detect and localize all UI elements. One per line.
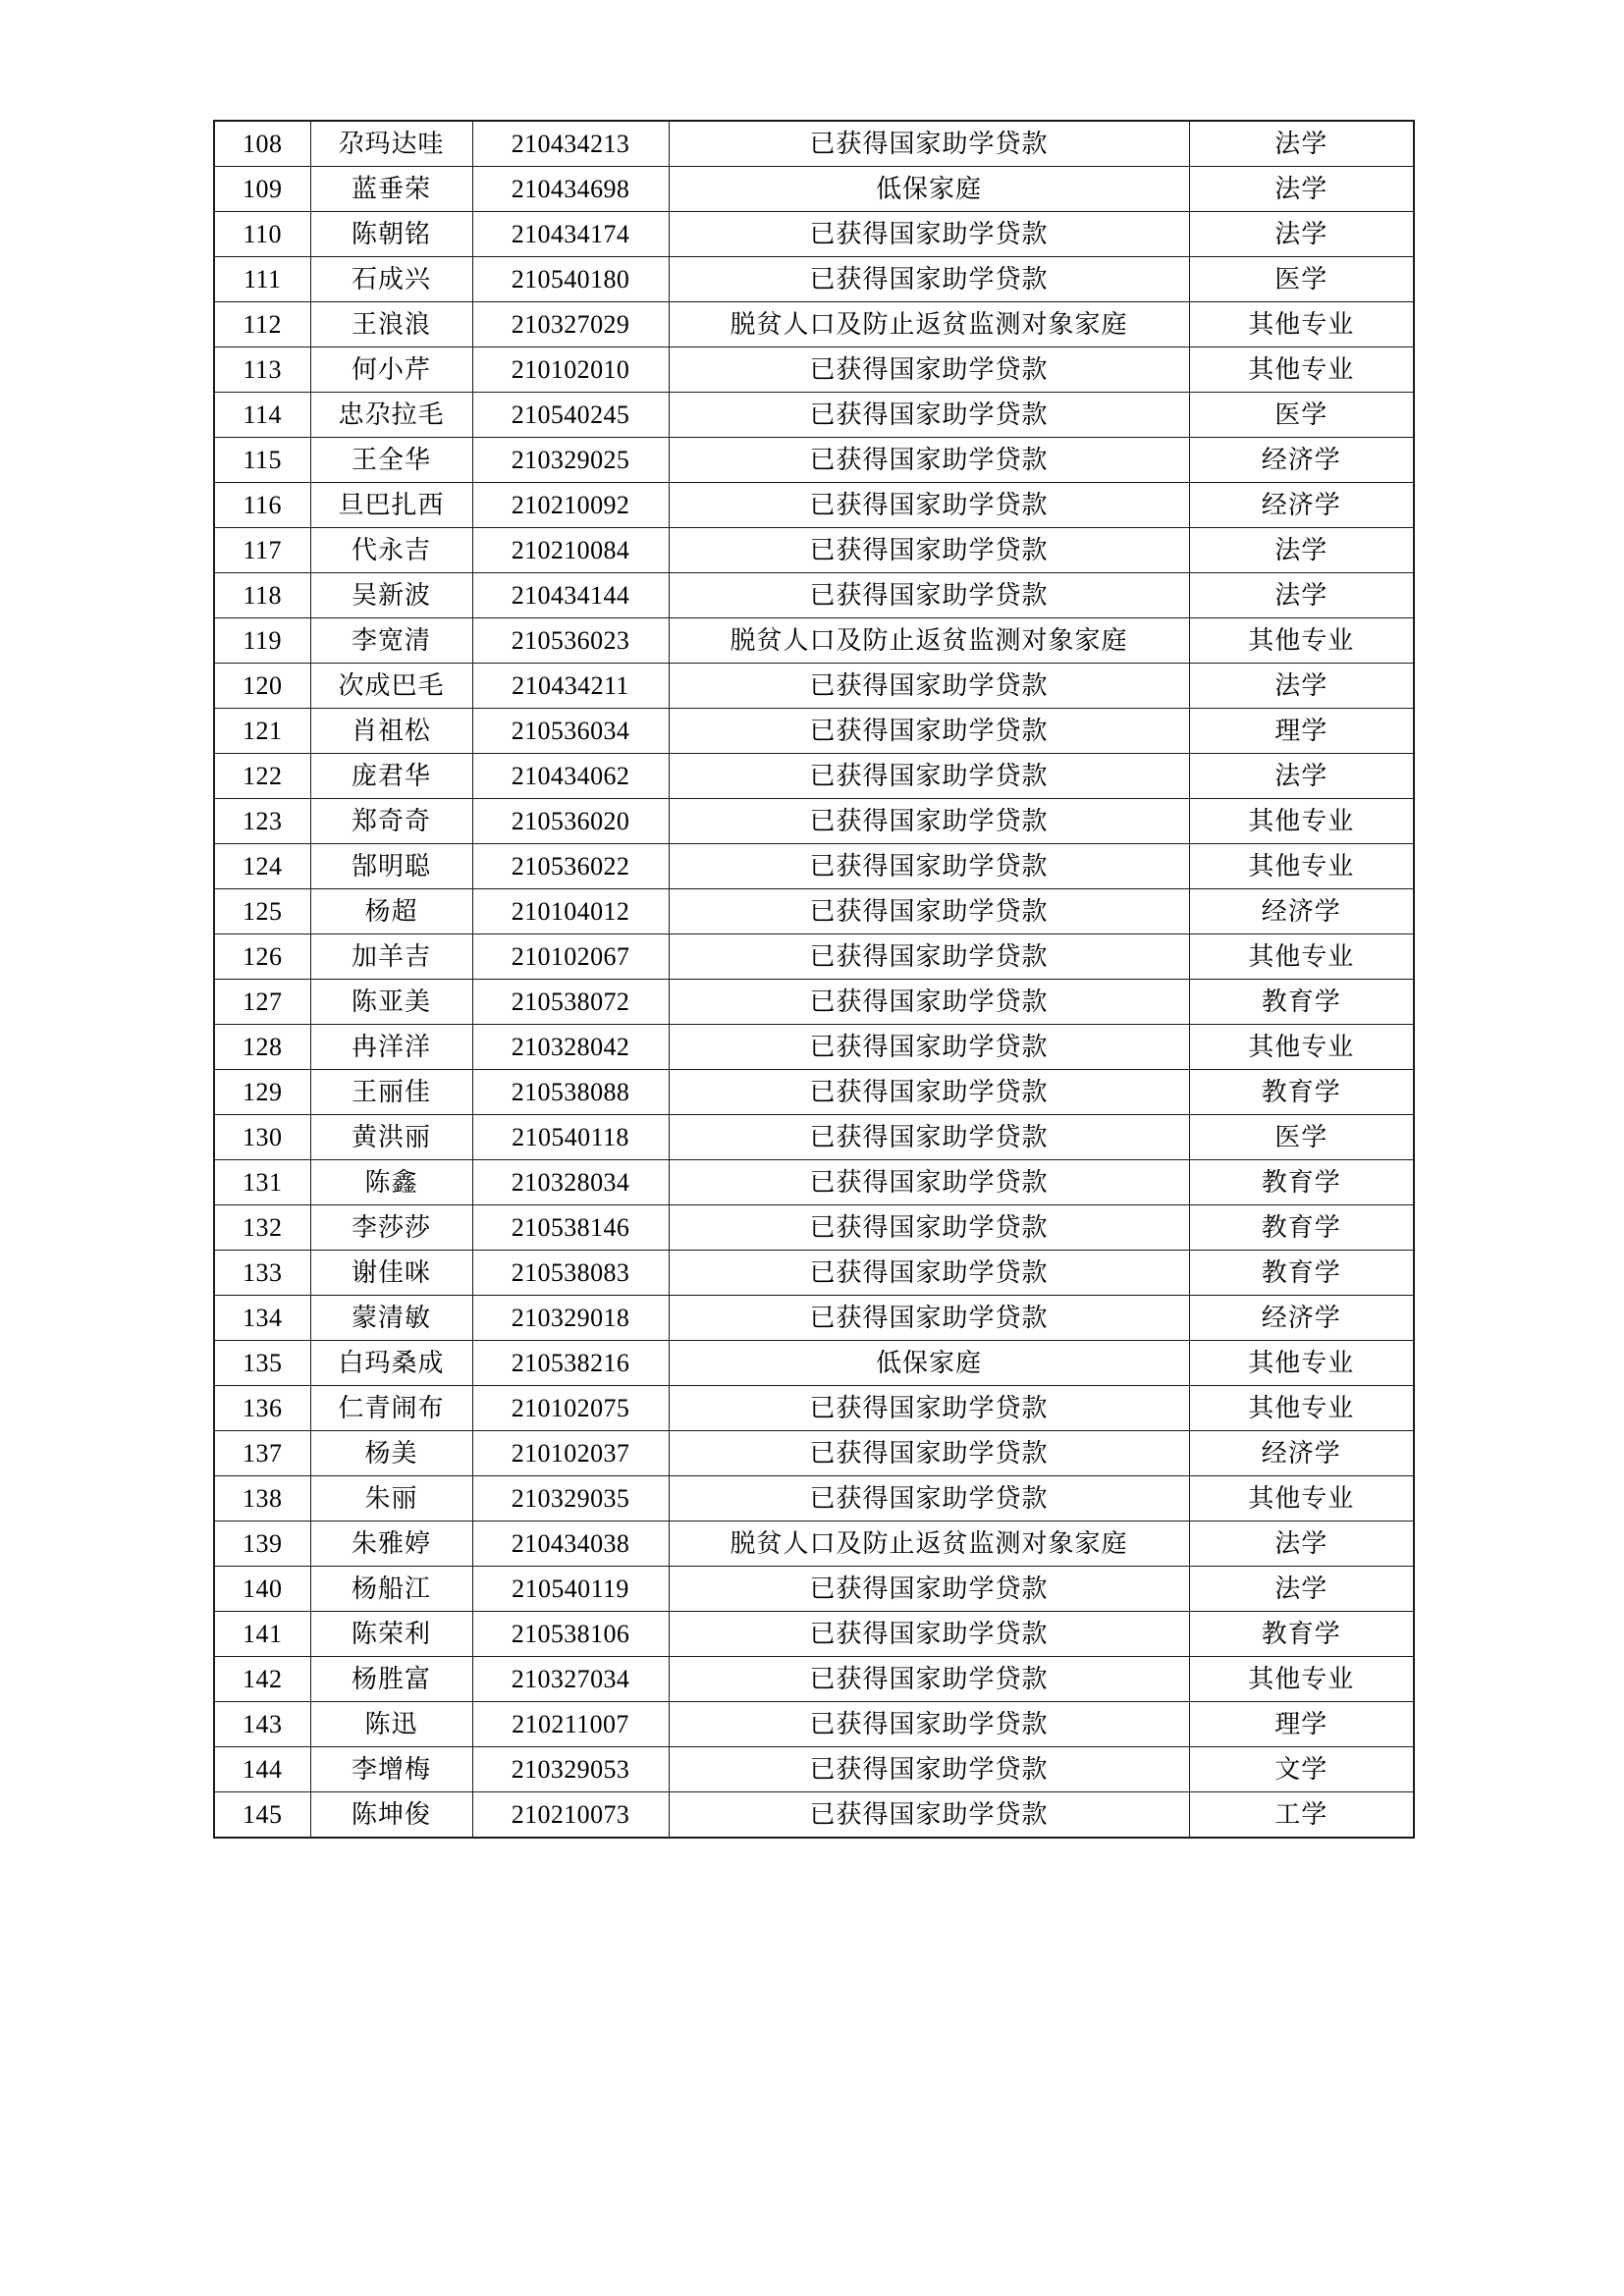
cell-hardship-category: 已获得国家助学贷款 [669, 393, 1189, 438]
cell-student-id: 210538106 [472, 1612, 669, 1657]
cell-student-id: 210434211 [472, 664, 669, 709]
cell-major-category: 法学 [1189, 664, 1414, 709]
table-row [214, 302, 1414, 347]
cell-student-id: 210329053 [472, 1747, 669, 1792]
cell-major-category: 法学 [1189, 1522, 1414, 1567]
cell-name: 石成兴 [310, 257, 472, 302]
cell-sequence: 109 [214, 167, 310, 212]
cell-student-id: 210434062 [472, 754, 669, 799]
cell-hardship-category: 已获得国家助学贷款 [669, 1386, 1189, 1431]
cell-student-id: 210434174 [472, 212, 669, 257]
cell-name: 朱雅婷 [310, 1522, 472, 1567]
cell-major-category: 法学 [1189, 167, 1414, 212]
cell-name: 代永吉 [310, 528, 472, 573]
cell-name: 吴新波 [310, 573, 472, 618]
cell-student-id: 210540245 [472, 393, 669, 438]
cell-student-id: 210327029 [472, 302, 669, 347]
cell-hardship-category: 已获得国家助学贷款 [669, 934, 1189, 980]
cell-student-id: 210434038 [472, 1522, 669, 1567]
cell-sequence: 122 [214, 754, 310, 799]
cell-hardship-category: 已获得国家助学贷款 [669, 1251, 1189, 1296]
cell-name: 庞君华 [310, 754, 472, 799]
cell-name: 尕玛达哇 [310, 121, 472, 167]
cell-sequence: 137 [214, 1431, 310, 1476]
cell-hardship-category: 已获得国家助学贷款 [669, 121, 1189, 167]
cell-student-id: 210328034 [472, 1160, 669, 1205]
cell-student-id: 210210084 [472, 528, 669, 573]
cell-sequence: 114 [214, 393, 310, 438]
cell-student-id: 210540118 [472, 1115, 669, 1160]
table-row [214, 483, 1414, 528]
cell-sequence: 144 [214, 1747, 310, 1792]
cell-name: 陈荣利 [310, 1612, 472, 1657]
cell-name: 陈亚美 [310, 980, 472, 1025]
table-row [214, 438, 1414, 483]
cell-hardship-category: 已获得国家助学贷款 [669, 664, 1189, 709]
cell-student-id: 210434213 [472, 121, 669, 167]
table-row [214, 1476, 1414, 1522]
table-row [214, 1657, 1414, 1702]
cell-student-id: 210538083 [472, 1251, 669, 1296]
cell-sequence: 116 [214, 483, 310, 528]
cell-major-category: 工学 [1189, 1792, 1414, 1839]
table-row [214, 664, 1414, 709]
cell-sequence: 115 [214, 438, 310, 483]
cell-hardship-category: 已获得国家助学贷款 [669, 980, 1189, 1025]
cell-student-id: 210434144 [472, 573, 669, 618]
cell-hardship-category: 已获得国家助学贷款 [669, 347, 1189, 393]
cell-hardship-category: 已获得国家助学贷款 [669, 844, 1189, 889]
cell-major-category: 其他专业 [1189, 1025, 1414, 1070]
cell-sequence: 120 [214, 664, 310, 709]
cell-major-category: 其他专业 [1189, 1657, 1414, 1702]
cell-name: 蓝垂荣 [310, 167, 472, 212]
cell-sequence: 124 [214, 844, 310, 889]
cell-hardship-category: 已获得国家助学贷款 [669, 1567, 1189, 1612]
cell-hardship-category: 已获得国家助学贷款 [669, 438, 1189, 483]
cell-sequence: 121 [214, 709, 310, 754]
cell-major-category: 经济学 [1189, 438, 1414, 483]
table-row [214, 1612, 1414, 1657]
cell-hardship-category: 已获得国家助学贷款 [669, 483, 1189, 528]
cell-major-category: 其他专业 [1189, 799, 1414, 844]
cell-name: 谢佳咪 [310, 1251, 472, 1296]
cell-name: 冉洋洋 [310, 1025, 472, 1070]
cell-major-category: 其他专业 [1189, 1386, 1414, 1431]
cell-name: 李莎莎 [310, 1205, 472, 1251]
cell-sequence: 135 [214, 1341, 310, 1386]
cell-hardship-category: 已获得国家助学贷款 [669, 1025, 1189, 1070]
cell-major-category: 其他专业 [1189, 1341, 1414, 1386]
cell-name: 王浪浪 [310, 302, 472, 347]
cell-name: 忠尕拉毛 [310, 393, 472, 438]
cell-sequence: 113 [214, 347, 310, 393]
cell-sequence: 131 [214, 1160, 310, 1205]
cell-hardship-category: 已获得国家助学贷款 [669, 1702, 1189, 1747]
cell-student-id: 210329018 [472, 1296, 669, 1341]
cell-name: 黄洪丽 [310, 1115, 472, 1160]
cell-hardship-category: 已获得国家助学贷款 [669, 1612, 1189, 1657]
cell-student-id: 210538088 [472, 1070, 669, 1115]
cell-student-id: 210540180 [472, 257, 669, 302]
cell-sequence: 126 [214, 934, 310, 980]
cell-sequence: 110 [214, 212, 310, 257]
cell-hardship-category: 已获得国家助学贷款 [669, 1205, 1189, 1251]
table-row [214, 754, 1414, 799]
cell-name: 旦巴扎西 [310, 483, 472, 528]
table-row [214, 1205, 1414, 1251]
table-row [214, 1251, 1414, 1296]
table-row [214, 1522, 1414, 1567]
cell-name: 陈朝铭 [310, 212, 472, 257]
cell-major-category: 其他专业 [1189, 347, 1414, 393]
roster-table-body [214, 121, 1414, 1838]
cell-major-category: 其他专业 [1189, 1476, 1414, 1522]
cell-major-category: 其他专业 [1189, 844, 1414, 889]
cell-name: 王全华 [310, 438, 472, 483]
cell-student-id: 210329025 [472, 438, 669, 483]
cell-sequence: 119 [214, 618, 310, 664]
cell-name: 陈鑫 [310, 1160, 472, 1205]
cell-hardship-category: 已获得国家助学贷款 [669, 799, 1189, 844]
cell-name: 李增梅 [310, 1747, 472, 1792]
cell-hardship-category: 已获得国家助学贷款 [669, 573, 1189, 618]
cell-name: 白玛桑成 [310, 1341, 472, 1386]
cell-sequence: 145 [214, 1792, 310, 1839]
cell-name: 郑奇奇 [310, 799, 472, 844]
table-row [214, 257, 1414, 302]
table-row [214, 1115, 1414, 1160]
cell-hardship-category: 已获得国家助学贷款 [669, 257, 1189, 302]
cell-name: 陈坤俊 [310, 1792, 472, 1839]
cell-major-category: 经济学 [1189, 889, 1414, 934]
cell-major-category: 法学 [1189, 212, 1414, 257]
cell-major-category: 教育学 [1189, 1070, 1414, 1115]
cell-hardship-category: 脱贫人口及防止返贫监测对象家庭 [669, 302, 1189, 347]
cell-name: 杨胜富 [310, 1657, 472, 1702]
table-row [214, 393, 1414, 438]
cell-major-category: 文学 [1189, 1747, 1414, 1792]
cell-sequence: 118 [214, 573, 310, 618]
cell-name: 杨船江 [310, 1567, 472, 1612]
cell-sequence: 133 [214, 1251, 310, 1296]
cell-major-category: 其他专业 [1189, 302, 1414, 347]
table-row [214, 709, 1414, 754]
table-row [214, 121, 1414, 167]
cell-name: 加羊吉 [310, 934, 472, 980]
cell-name: 仁青闹布 [310, 1386, 472, 1431]
cell-hardship-category: 已获得国家助学贷款 [669, 212, 1189, 257]
cell-sequence: 112 [214, 302, 310, 347]
cell-name: 杨超 [310, 889, 472, 934]
cell-hardship-category: 已获得国家助学贷款 [669, 709, 1189, 754]
table-row [214, 618, 1414, 664]
cell-hardship-category: 已获得国家助学贷款 [669, 1657, 1189, 1702]
cell-hardship-category: 已获得国家助学贷款 [669, 1431, 1189, 1476]
cell-sequence: 130 [214, 1115, 310, 1160]
cell-major-category: 法学 [1189, 528, 1414, 573]
table-row [214, 1702, 1414, 1747]
cell-sequence: 132 [214, 1205, 310, 1251]
table-row [214, 889, 1414, 934]
table-row [214, 1341, 1414, 1386]
cell-student-id: 210104012 [472, 889, 669, 934]
cell-student-id: 210328042 [472, 1025, 669, 1070]
cell-sequence: 111 [214, 257, 310, 302]
cell-major-category: 经济学 [1189, 1431, 1414, 1476]
cell-major-category: 教育学 [1189, 1612, 1414, 1657]
table-row [214, 347, 1414, 393]
table-row [214, 1296, 1414, 1341]
cell-major-category: 医学 [1189, 257, 1414, 302]
cell-student-id: 210536034 [472, 709, 669, 754]
cell-major-category: 法学 [1189, 1567, 1414, 1612]
cell-sequence: 128 [214, 1025, 310, 1070]
cell-hardship-category: 已获得国家助学贷款 [669, 754, 1189, 799]
cell-major-category: 医学 [1189, 1115, 1414, 1160]
cell-student-id: 210538146 [472, 1205, 669, 1251]
cell-sequence: 138 [214, 1476, 310, 1522]
table-row [214, 167, 1414, 212]
cell-student-id: 210538216 [472, 1341, 669, 1386]
cell-hardship-category: 脱贫人口及防止返贫监测对象家庭 [669, 1522, 1189, 1567]
cell-major-category: 教育学 [1189, 980, 1414, 1025]
cell-name: 朱丽 [310, 1476, 472, 1522]
cell-student-id: 210434698 [472, 167, 669, 212]
cell-sequence: 134 [214, 1296, 310, 1341]
cell-student-id: 210329035 [472, 1476, 669, 1522]
cell-sequence: 136 [214, 1386, 310, 1431]
table-row [214, 1431, 1414, 1476]
cell-major-category: 医学 [1189, 393, 1414, 438]
cell-major-category: 经济学 [1189, 483, 1414, 528]
cell-name: 郜明聪 [310, 844, 472, 889]
cell-student-id: 210210092 [472, 483, 669, 528]
cell-sequence: 117 [214, 528, 310, 573]
cell-hardship-category: 已获得国家助学贷款 [669, 528, 1189, 573]
cell-name: 陈迅 [310, 1702, 472, 1747]
cell-hardship-category: 脱贫人口及防止返贫监测对象家庭 [669, 618, 1189, 664]
cell-name: 蒙清敏 [310, 1296, 472, 1341]
cell-major-category: 其他专业 [1189, 934, 1414, 980]
cell-sequence: 142 [214, 1657, 310, 1702]
cell-student-id: 210536020 [472, 799, 669, 844]
cell-hardship-category: 已获得国家助学贷款 [669, 1296, 1189, 1341]
cell-sequence: 125 [214, 889, 310, 934]
table-row [214, 980, 1414, 1025]
cell-sequence: 129 [214, 1070, 310, 1115]
cell-sequence: 127 [214, 980, 310, 1025]
cell-major-category: 教育学 [1189, 1251, 1414, 1296]
cell-sequence: 141 [214, 1612, 310, 1657]
cell-student-id: 210536023 [472, 618, 669, 664]
table-row [214, 799, 1414, 844]
table-row [214, 528, 1414, 573]
cell-name: 杨美 [310, 1431, 472, 1476]
table-row [214, 1025, 1414, 1070]
cell-student-id: 210102037 [472, 1431, 669, 1476]
cell-hardship-category: 低保家庭 [669, 167, 1189, 212]
cell-hardship-category: 已获得国家助学贷款 [669, 1476, 1189, 1522]
cell-major-category: 法学 [1189, 754, 1414, 799]
cell-major-category: 理学 [1189, 1702, 1414, 1747]
roster-table-container [213, 120, 1413, 1839]
cell-student-id: 210538072 [472, 980, 669, 1025]
cell-name: 肖祖松 [310, 709, 472, 754]
cell-sequence: 143 [214, 1702, 310, 1747]
cell-name: 何小芹 [310, 347, 472, 393]
cell-sequence: 140 [214, 1567, 310, 1612]
cell-major-category: 教育学 [1189, 1160, 1414, 1205]
table-row [214, 934, 1414, 980]
cell-major-category: 经济学 [1189, 1296, 1414, 1341]
cell-major-category: 法学 [1189, 573, 1414, 618]
cell-student-id: 210540119 [472, 1567, 669, 1612]
cell-major-category: 法学 [1189, 121, 1414, 167]
cell-major-category: 理学 [1189, 709, 1414, 754]
cell-name: 王丽佳 [310, 1070, 472, 1115]
cell-sequence: 108 [214, 121, 310, 167]
roster-table [213, 120, 1415, 1839]
table-row [214, 1792, 1414, 1839]
cell-sequence: 123 [214, 799, 310, 844]
cell-hardship-category: 已获得国家助学贷款 [669, 889, 1189, 934]
cell-student-id: 210102010 [472, 347, 669, 393]
cell-hardship-category: 已获得国家助学贷款 [669, 1747, 1189, 1792]
cell-hardship-category: 已获得国家助学贷款 [669, 1070, 1189, 1115]
cell-student-id: 210210073 [472, 1792, 669, 1839]
cell-hardship-category: 已获得国家助学贷款 [669, 1115, 1189, 1160]
table-row [214, 1160, 1414, 1205]
cell-student-id: 210211007 [472, 1702, 669, 1747]
cell-hardship-category: 已获得国家助学贷款 [669, 1792, 1189, 1839]
cell-student-id: 210102067 [472, 934, 669, 980]
table-row [214, 1567, 1414, 1612]
table-row [214, 844, 1414, 889]
table-row [214, 1747, 1414, 1792]
cell-sequence: 139 [214, 1522, 310, 1567]
cell-student-id: 210536022 [472, 844, 669, 889]
cell-student-id: 210327034 [472, 1657, 669, 1702]
table-row [214, 1386, 1414, 1431]
table-row [214, 1070, 1414, 1115]
cell-major-category: 教育学 [1189, 1205, 1414, 1251]
cell-name: 李宽清 [310, 618, 472, 664]
table-row [214, 573, 1414, 618]
cell-major-category: 其他专业 [1189, 618, 1414, 664]
cell-hardship-category: 低保家庭 [669, 1341, 1189, 1386]
cell-hardship-category: 已获得国家助学贷款 [669, 1160, 1189, 1205]
cell-student-id: 210102075 [472, 1386, 669, 1431]
table-row [214, 212, 1414, 257]
cell-name: 次成巴毛 [310, 664, 472, 709]
